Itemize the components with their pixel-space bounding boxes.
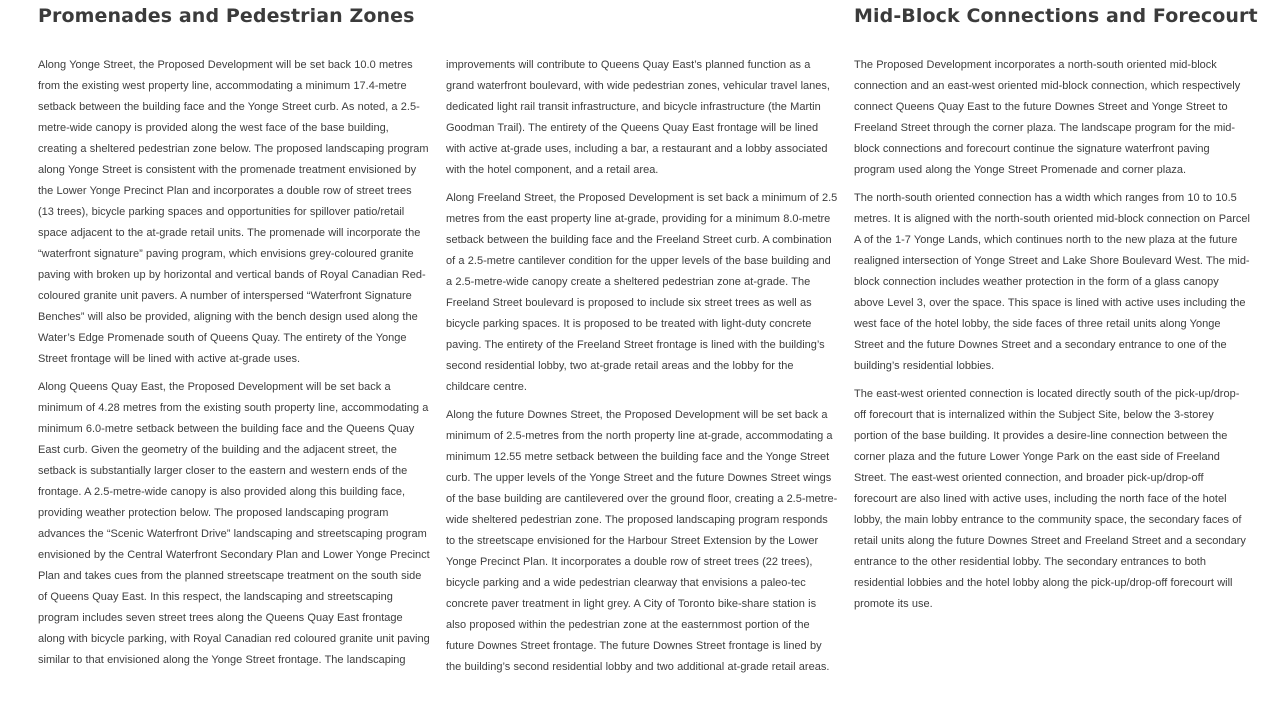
- paragraph-queens-quay-continued: improvements will contribute to Queens Quay East’s planned function as a grand waterfront boulevard, with wide pedestrian zones, vehicular travel lanes, dedicated light rail transit infrastructure, and bicycle infrastructure (the Martin Goodman Trail). The entirety of the Queens Quay East frontage will be lined with active at-grade uses, including a bar, a restaurant and a lobby associated with the hotel component, and a retail area.: [446, 59, 830, 176]
- paragraph-mid-block-intro: The Proposed Development incorporates a north-south oriented mid-block connection and an east-west oriented mid-block connection, which respectively connect Queens Quay East to the future Downes Street and Yonge Street to Freeland Street through the corner plaza. The landscape program for the mid-block connections and forecourt continue the signature waterfront paving program used along the Yonge Street Promenade and corner plaza.: [854, 59, 1241, 176]
- section-title-mid-block: Mid-Block Connections and Forecourt: [854, 5, 1258, 27]
- paragraph-east-west-connection: The east-west oriented connection is located directly south of the pick-up/drop-off forecourt that is internalized within the Subject Site, below the 3-storey portion of the base building. It provides a desire-line connection between the corner plaza and the future Lower Yonge Park on the east side of Freeland Street. The east-west oriented connection, and broader pick-up/drop-off forecourt are also lined with active uses, including the north face of the hotel lobby, the main lobby entrance to the community space, the secondary faces of retail units along the future Downes Street and Freeland Street and a secondary entrance to the other residential lobby. The secondary entrances to both residential lobbies and the hotel lobby along the pick-up/drop-off forecourt will promote its use.: [854, 388, 1246, 610]
- paragraph-downes-street: Along the future Downes Street, the Proposed Development will be set back a minimum of 2.5-metres from the north property line at-grade, accommodating a minimum 12.55 metre setback between the building face and the Yonge Street curb. The upper levels of the Yonge Street and the future Downes Street wings of the base building are cantilevered over the ground floor, creating a 2.5-metre-wide sheltered pedestrian zone. The proposed landscaping program responds to the streetscape envisioned for the Harbour Street Extension by the Lower Yonge Precinct Plan. It incorporates a double row of street trees (22 trees), bicycle parking and a wide pedestrian clearway that envisions a paleo-tec concrete paver treatment in light grey. A City of Toronto bike-share station is also proposed within the pedestrian zone at the easternmost portion of the future Downes Street frontage. The future Downes Street frontage is lined by the building’s second residential lobby and two additional at-grade retail areas.: [446, 409, 838, 673]
- section-title-promenades: Promenades and Pedestrian Zones: [38, 5, 415, 27]
- paragraph-queens-quay-east: Along Queens Quay East, the Proposed Development will be set back a minimum of 4.28 metres from the existing south property line, accommodating a minimum 6.0-metre setback between the building face and the Queens Quay East curb. Given the geometry of the building and the adjacent street, the setback is substantially larger closer to the eastern and western ends of the frontage. A 2.5-metre-wide canopy is also provided along this building face, providing weather protection below. The proposed landscaping program advances the “Scenic Waterfront Drive” landscaping and streetscaping program envisioned by the Central Waterfront Secondary Plan and Lower Yonge Precinct Plan and takes cues from the planned streetscape treatment on the south side of Queens Quay East. In this respect, the landscaping and streetscaping program includes seven street trees along the Queens Quay East frontage along with bicycle parking, with Royal Canadian red coloured granite unit paving similar to that envisioned along the Yonge Street frontage. The landscaping: [38, 381, 430, 666]
- paragraph-yonge-street: Along Yonge Street, the Proposed Development will be set back 10.0 metres from the existing west property line, accommodating a minimum 17.4-metre setback between the building face and the Yonge Street curb. As noted, a 2.5-metre-wide canopy is provided along the west face of the base building, creating a sheltered pedestrian zone below. The proposed landscaping program along Yonge Street is consistent with the promenade treatment envisioned by the Lower Yonge Precinct Plan and incorporates a double row of street trees (13 trees), bicycle parking spaces and opportunities for spillover patio/retail space adjacent to the at-grade retail units. The promenade will incorporate the “waterfront signature” paving program, which envisions grey-coloured granite paving with broken up by horizontal and vertical bands of Royal Canadian Red-coloured granite unit pavers. A number of interspersed “Waterfront Signature Benches” will also be provided, aligning with the bench design used along the Water’s Edge Promenade south of Queens Quay. The entirety of the Yonge Street frontage will be lined with active at-grade uses.: [38, 59, 429, 365]
- text-column-2: [446, 55, 838, 685]
- text-column-3: [854, 55, 1250, 622]
- paragraph-freeland-street: Along Freeland Street, the Proposed Development is set back a minimum of 2.5 metres from the east property line at-grade, providing for a minimum 8.0-metre setback between the building face and the Freeland Street curb. A combination of a 2.5-metre cantilever condition for the upper levels of the base building and a 2.5-metre-wide canopy create a sheltered pedestrian zone at-grade. The Freeland Street boulevard is proposed to include six street trees as well as bicycle parking spaces. It is proposed to be treated with light-duty concrete paving. The entirety of the Freeland Street frontage is lined with the building’s second residential lobby, two at-grade retail areas and the lobby for the childcare centre.: [446, 192, 838, 393]
- paragraph-north-south-connection: The north-south oriented connection has a width which ranges from 10 to 10.5 metres. It is aligned with the north-south oriented mid-block connection on Parcel A of the 1-7 Yonge Lands, which continues north to the new plaza at the future realigned intersection of Yonge Street and Lake Shore Boulevard West. The mid-block connection includes weather protection in the form of a glass canopy above Level 3, over the space. This space is lined with active uses including the west face of the hotel lobby, the side faces of three retail units along Yonge Street and the future Downes Street and a secondary entrance to one of the building’s residential lobbies.: [854, 192, 1250, 372]
- text-column-1: [38, 55, 430, 678]
